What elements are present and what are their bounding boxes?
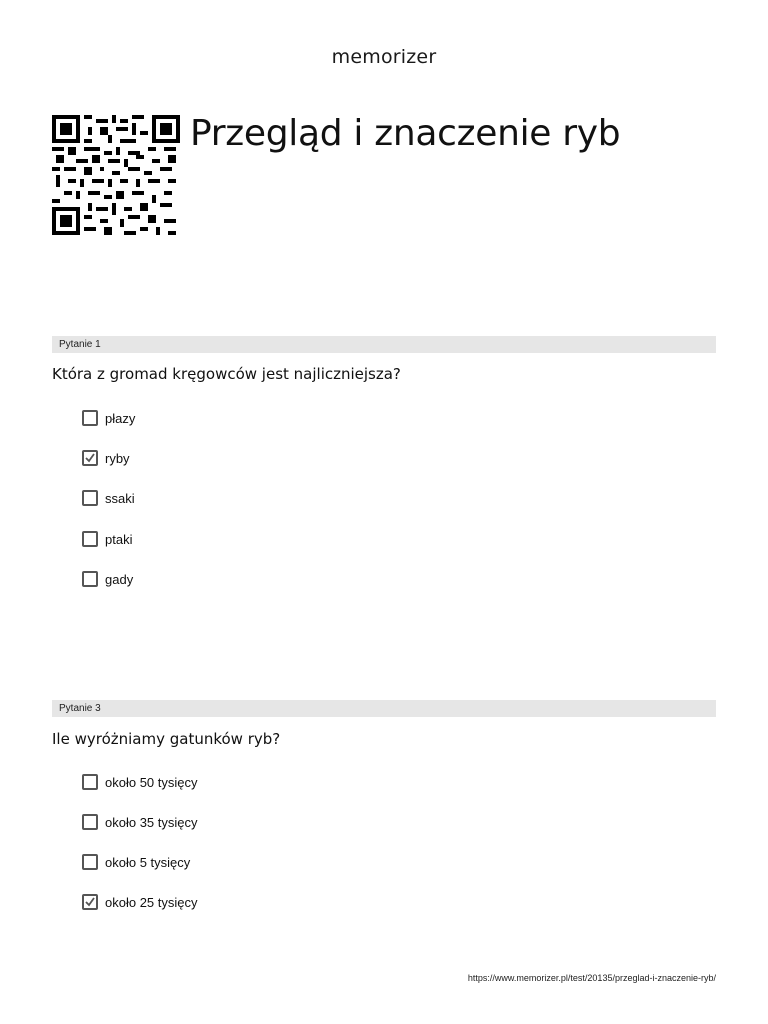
answer-label: około 25 tysięcy: [105, 894, 198, 910]
answer-label: płazy: [105, 410, 136, 426]
answer-option[interactable]: [82, 488, 135, 508]
answer-option[interactable]: [82, 852, 190, 872]
answer-label: ssaki: [105, 490, 135, 506]
checkbox-checked[interactable]: [82, 450, 98, 466]
answer-label: około 5 tysięcy: [105, 854, 191, 870]
answer-option[interactable]: [82, 812, 198, 832]
answer-option[interactable]: [82, 772, 198, 792]
answer-option[interactable]: [82, 892, 198, 912]
checkmark-icon: [84, 896, 96, 908]
footer-url-link[interactable]: https://www.memorizer.pl/test/20135/przeglad-i-znaczenie-ryb/: [467, 973, 716, 983]
checkbox-unchecked[interactable]: [82, 490, 98, 506]
question-3-header: Pytanie 3: [52, 700, 716, 717]
answer-label: ryby: [105, 450, 130, 466]
checkbox-unchecked[interactable]: [82, 531, 98, 547]
checkbox-unchecked[interactable]: [82, 410, 98, 426]
answer-option[interactable]: [82, 448, 130, 468]
question-1-header: Pytanie 1: [52, 336, 716, 353]
checkbox-unchecked[interactable]: [82, 774, 98, 790]
answer-label: około 50 tysięcy: [105, 774, 198, 790]
answer-option[interactable]: [82, 529, 132, 549]
question-1-text: Która z gromad kręgowców jest najliczniejsza?: [52, 365, 401, 383]
answer-option[interactable]: [82, 569, 133, 589]
question-3-text: Ile wyróżniamy gatunków ryb?: [52, 730, 281, 748]
checkbox-unchecked[interactable]: [82, 814, 98, 830]
answer-label: około 35 tysięcy: [105, 814, 198, 830]
answer-option[interactable]: [82, 408, 135, 428]
checkbox-unchecked[interactable]: [82, 571, 98, 587]
answer-label: ptaki: [105, 531, 133, 547]
page-title: Przegląd i znaczenie ryb: [190, 113, 621, 154]
checkmark-icon: [84, 452, 96, 464]
qr-code-icon: [52, 115, 180, 235]
checkbox-unchecked[interactable]: [82, 854, 98, 870]
memorizer-logo: memorizer: [331, 46, 437, 68]
answer-label: gady: [105, 571, 134, 587]
checkbox-checked[interactable]: [82, 894, 98, 910]
